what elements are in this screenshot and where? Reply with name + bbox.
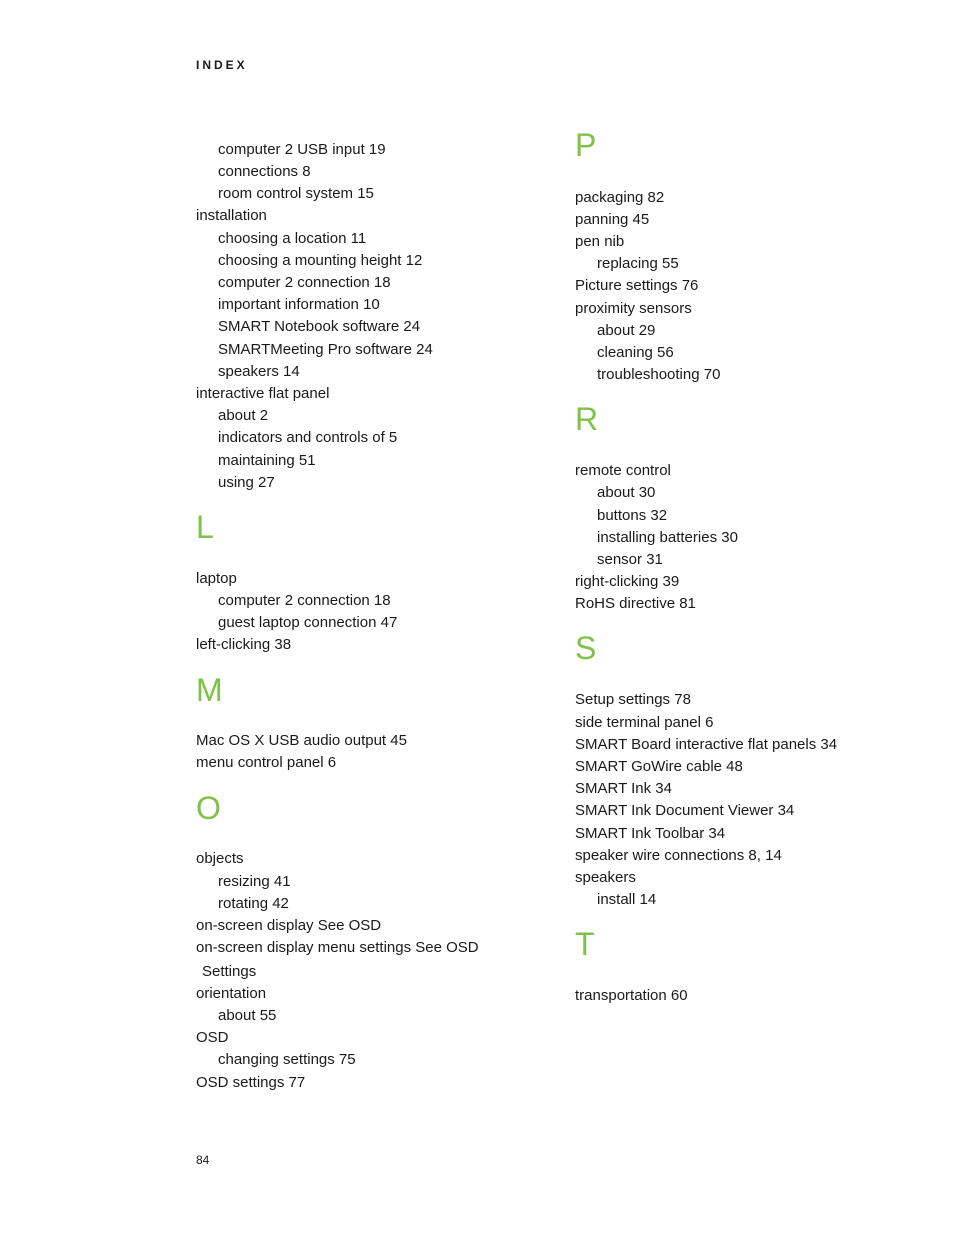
index-subentry: guest laptop connection 47 xyxy=(218,614,398,631)
index-subentry: connections 8 xyxy=(218,163,311,180)
index-subentry: about 29 xyxy=(597,322,656,339)
index-subentry: room control system 15 xyxy=(218,185,374,202)
index-subentry: maintaining 51 xyxy=(218,452,316,469)
index-subentry: install 14 xyxy=(597,891,657,908)
section-letter: S xyxy=(575,630,597,666)
index-subentry: choosing a mounting height 12 xyxy=(218,252,423,269)
index-entry: OSD xyxy=(196,1029,229,1046)
index-entry: SMART Ink Document Viewer 34 xyxy=(575,802,795,819)
index-subentry: troubleshooting 70 xyxy=(597,366,721,383)
index-entry: proximity sensors xyxy=(575,300,692,317)
index-entry: transportation 60 xyxy=(575,987,688,1004)
index-entry: Setup settings 78 xyxy=(575,691,691,708)
index-entry: on-screen display See OSD xyxy=(196,917,382,934)
index-subentry: choosing a location 11 xyxy=(218,230,367,247)
index-subentry: important information 10 xyxy=(218,296,380,313)
index-subentry: using 27 xyxy=(218,474,275,491)
index-subentry: changing settings 75 xyxy=(218,1051,356,1068)
index-subentry: sensor 31 xyxy=(597,551,663,568)
index-entry: remote control xyxy=(575,462,671,479)
index-entry: packaging 82 xyxy=(575,189,665,206)
index-subentry: computer 2 connection 18 xyxy=(218,592,391,609)
index-entry: SMART Board interactive flat panels 34 xyxy=(575,736,838,753)
section-letter: L xyxy=(196,509,214,545)
index-entry: left-clicking 38 xyxy=(196,636,292,653)
index-subentry: replacing 55 xyxy=(597,255,679,272)
section-letter: O xyxy=(196,790,221,826)
index-entry: RoHS directive 81 xyxy=(575,595,696,612)
index-entry: panning 45 xyxy=(575,211,650,228)
section-letter: M xyxy=(196,672,223,708)
index-entry: Picture settings 76 xyxy=(575,277,699,294)
index-subentry: buttons 32 xyxy=(597,507,668,524)
section-letter: T xyxy=(575,926,595,962)
index-subentry: installing batteries 30 xyxy=(597,529,738,546)
index-entry: SMART Ink Toolbar 34 xyxy=(575,825,726,842)
index-entry: laptop xyxy=(196,570,237,587)
index-entry: menu control panel 6 xyxy=(196,754,337,771)
index-subentry: about 55 xyxy=(218,1007,277,1024)
index-subentry: speakers 14 xyxy=(218,363,300,380)
index-entry: interactive flat panel xyxy=(196,385,330,402)
index-entry: OSD settings 77 xyxy=(196,1074,306,1091)
index-subentry: about 2 xyxy=(218,407,269,424)
running-head: INDEX xyxy=(196,58,248,72)
index-subentry: resizing 41 xyxy=(218,873,291,890)
index-subentry: SMART Notebook software 24 xyxy=(218,318,421,335)
section-letter: R xyxy=(575,401,599,437)
index-subentry: cleaning 56 xyxy=(597,344,674,361)
index-entry: pen nib xyxy=(575,233,625,250)
index-entry: side terminal panel 6 xyxy=(575,714,714,731)
index-entry: SMART GoWire cable 48 xyxy=(575,758,743,775)
index-entry: right-clicking 39 xyxy=(575,573,680,590)
index-entry: SMART Ink 34 xyxy=(575,780,672,797)
index-entry: objects xyxy=(196,850,244,867)
index-subentry: about 30 xyxy=(597,484,656,501)
index-subentry: rotating 42 xyxy=(218,895,289,912)
index-entry: Mac OS X USB audio output 45 xyxy=(196,732,407,749)
index-entry: speaker wire connections 8, 14 xyxy=(575,847,782,864)
index-entry: speakers xyxy=(575,869,636,886)
index-subentry: SMARTMeeting Pro software 24 xyxy=(218,341,433,358)
page-number: 84 xyxy=(196,1153,210,1167)
index-entry: on-screen display menu settings See OSD xyxy=(196,939,479,956)
index-entry: installation xyxy=(196,207,267,224)
index-subentry: computer 2 connection 18 xyxy=(218,274,391,291)
index-subentry: computer 2 USB input 19 xyxy=(218,141,386,158)
index-entry-continuation: Settings xyxy=(202,963,257,980)
section-letter: P xyxy=(575,127,597,163)
index-entry: orientation xyxy=(196,985,267,1002)
index-subentry: indicators and controls of 5 xyxy=(218,429,398,446)
